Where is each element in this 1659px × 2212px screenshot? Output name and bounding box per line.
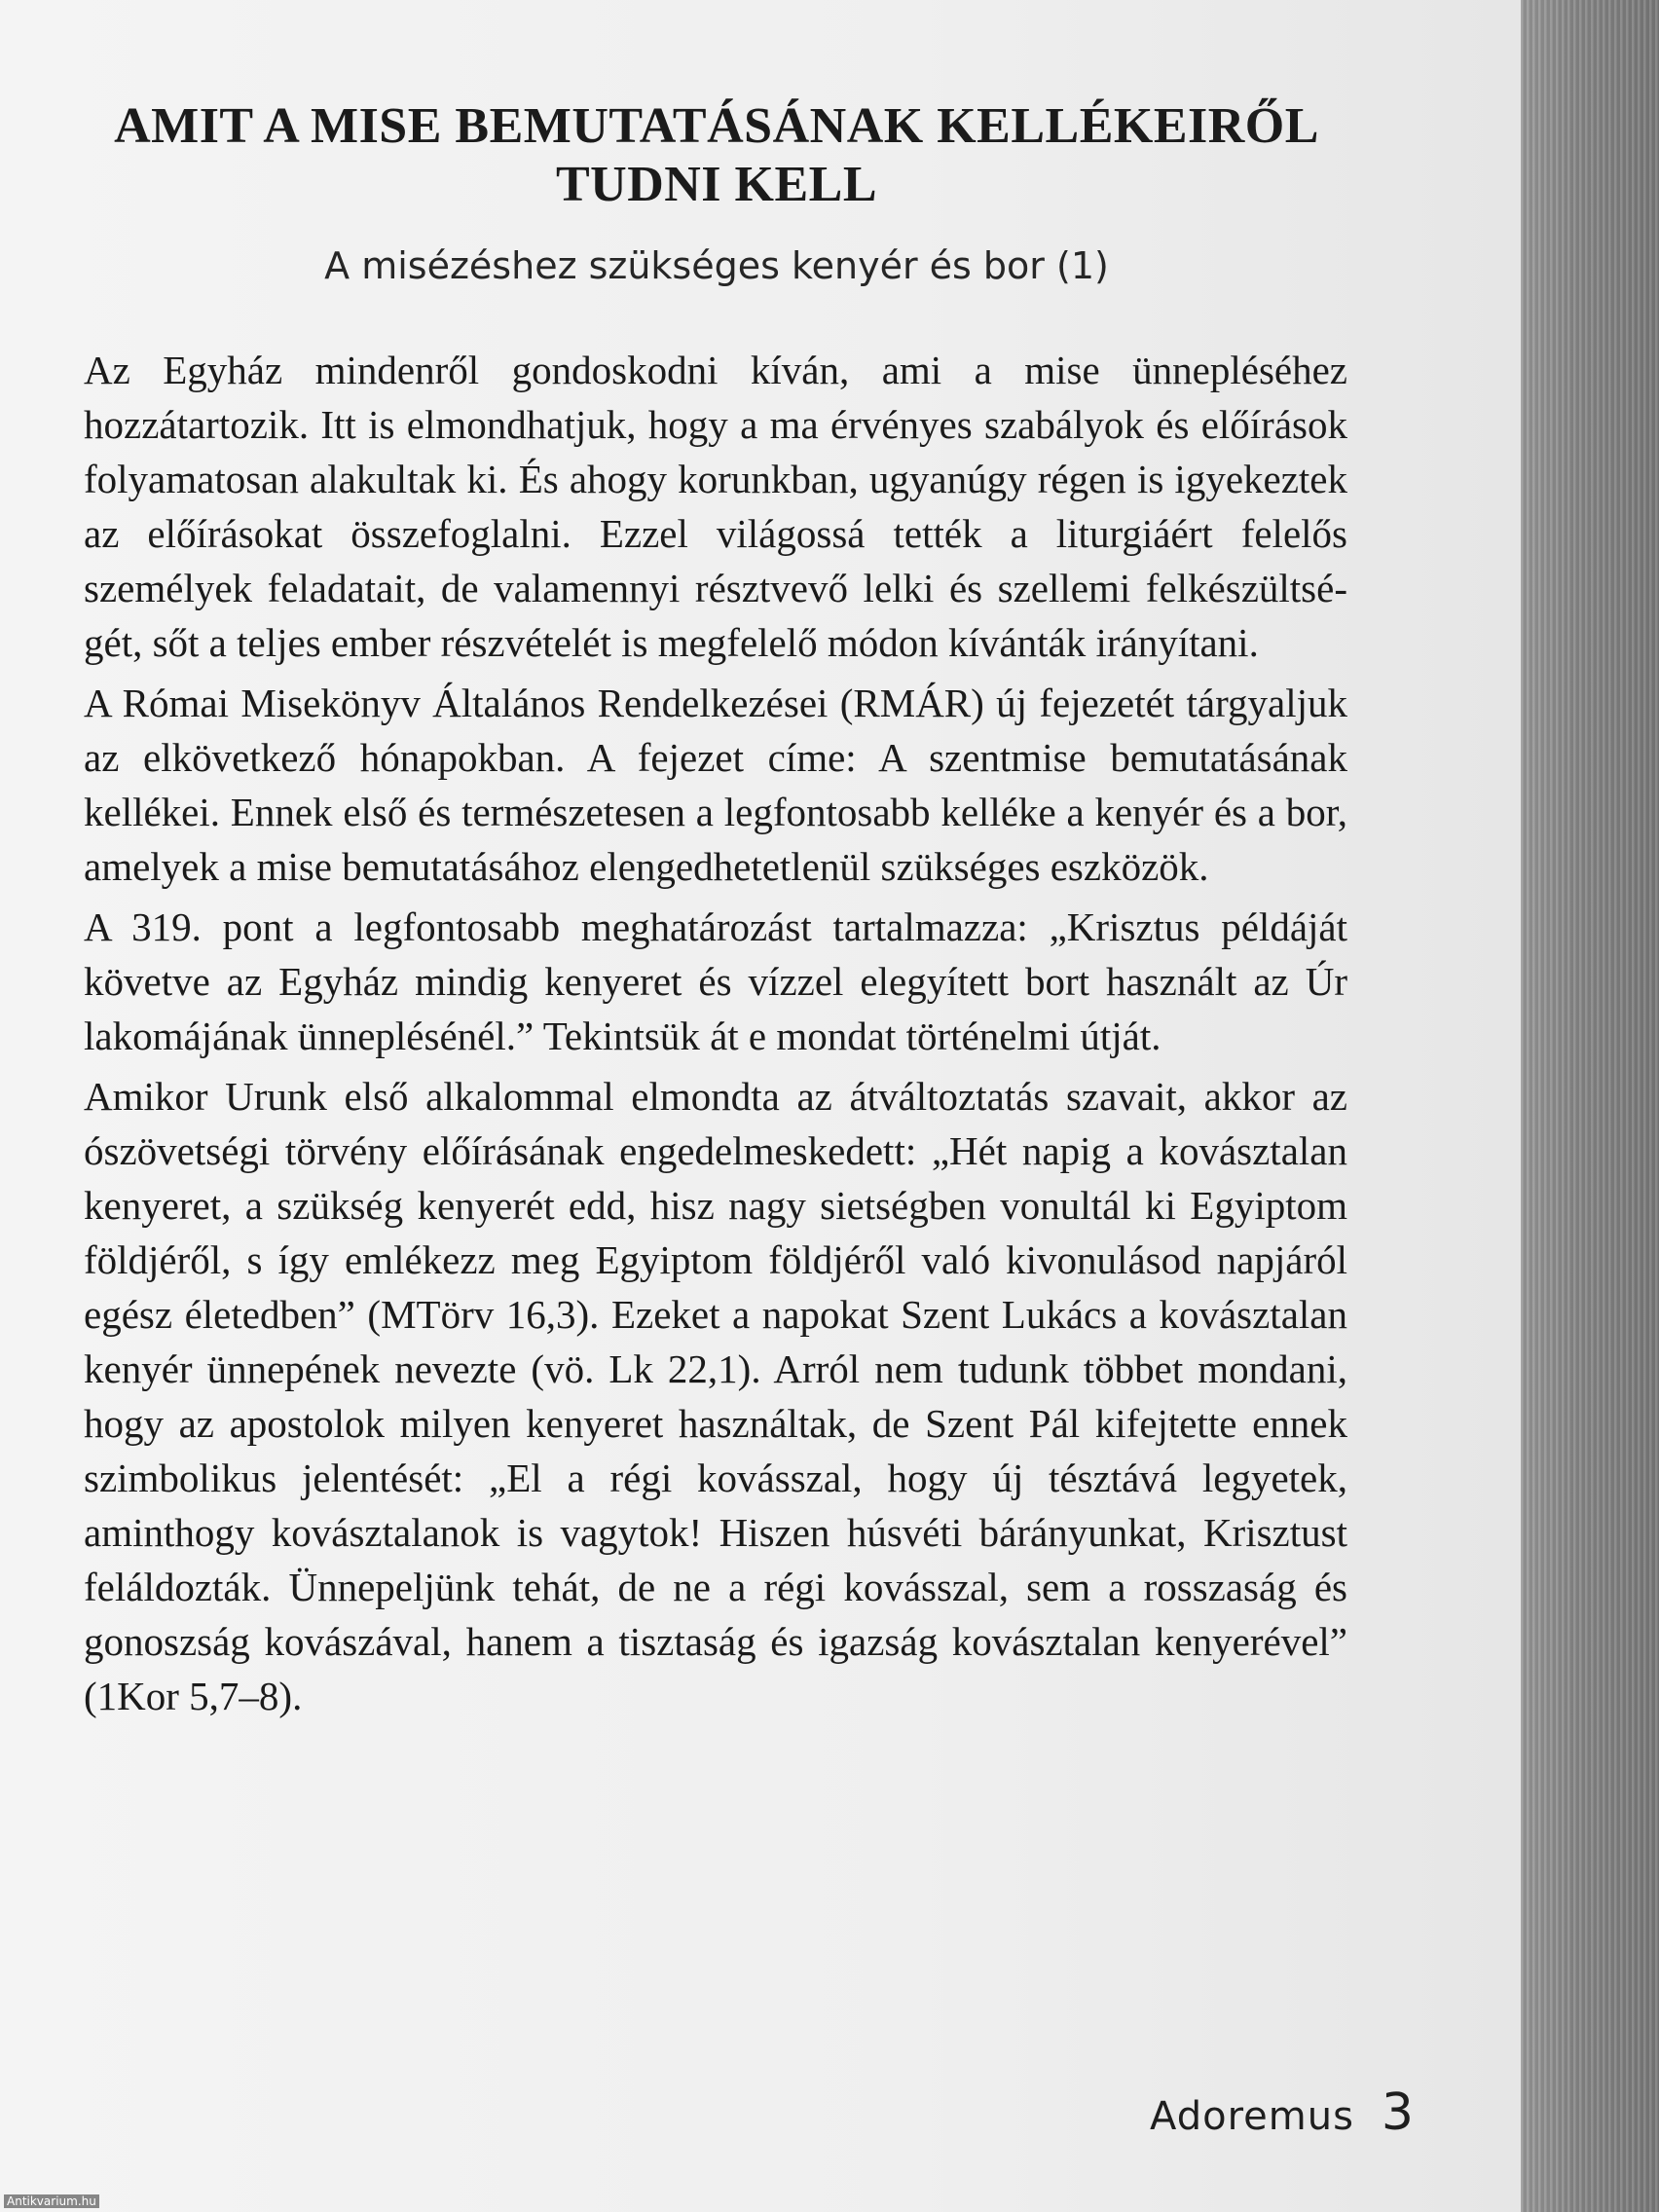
title-line-1: AMIT A MISE BEMUTATÁSÁNAK KELLÉKEIRŐL — [114, 98, 1319, 154]
page-edge-background — [1521, 0, 1659, 2212]
paragraph-2: A Római Misekönyv Általános Rendelkezései (RMÁR) új fejezetét tárgyaljuk az elkövetkező hónapokban. A fejezet címe: A szentmise bemutatásának kellékei. Ennek első és természetesen a legfontosabb kelléke a kenyér és a bor, amelyek a mise bemutatásához elengedhetetlenül szükséges eszközök. — [84, 681, 1347, 889]
article-subtitle: A misézéshez szükséges kenyér és bor (1) — [324, 244, 1109, 287]
magazine-name: Adoremus — [1150, 2094, 1354, 2139]
page-number: 3 — [1381, 2083, 1414, 2142]
article-title — [84, 97, 1349, 214]
source-watermark: Antikvarium.hu — [4, 2194, 99, 2208]
article-body — [84, 343, 1347, 1729]
article-header — [84, 97, 1349, 288]
title-line-2: TUDNI KELL — [555, 157, 878, 212]
paragraph-1: Az Egyház mindenről gondoskodni kíván, ami a mise ünnepléséhez hozzátartozik. Itt is elmondhatjuk, hogy a ma érvényes szabályok és előírások folyamatosan alakultak ki. És ahogy korunkban, ugyanúgy régen is igyekeztek az előírásokat összefoglalni. Ezzel világossá tették a liturgiáért felelős személyek feladatait, de valamennyi résztvevő lelki és szellemi felkészültségét, sőt a teljes ember részvételét is megfelelő módon kívánták irányítani. — [84, 348, 1347, 665]
page-footer — [1150, 2083, 1414, 2142]
paragraph-4: Amikor Urunk első alkalommal elmondta az átváltoztatás szavait, akkor az ószövetségi törvény előírásának engedelmeskedett: „Hét napig a kovásztalan kenyeret, a szükség kenyerét edd, hisz nagy sietségben vonultál ki Egyiptom földjéről, s így emlékezz meg Egyiptom földjéről való kivonulásod napjáról egész életedben” (MTörv 16,3). Ezeket a napokat Szent Lukács a kovásztalan kenyér ünnepének nevezte (vö. Lk 22,1). Arról nem tudunk többet mondani, hogy az apostolok milyen kenyeret használtak, de Szent Pál kifejtette ennek szimbolikus jelentését: „El a régi kovásszal, hogy új tésztává legyetek, aminthogy kovásztalanok is vagytok! Hiszen húsvéti bárányunkat, Krisztust feláldozták. Ünnepeljünk tehát, de ne a régi kovásszal, sem a rosszaság és gonoszság kovászával, hanem a tisztaság és igazság kovásztalan kenyerével” (1Kor 5,7–8). — [84, 1074, 1347, 1718]
paragraph-3: A 319. pont a legfontosabb meghatározást tartalmazza: „Krisztus példáját követve az Egyház mindig kenyeret és vízzel elegyített bort használt az Úr lakomájának ünneplésénél.” Tekintsük át e mondat történelmi útját. — [84, 904, 1347, 1058]
